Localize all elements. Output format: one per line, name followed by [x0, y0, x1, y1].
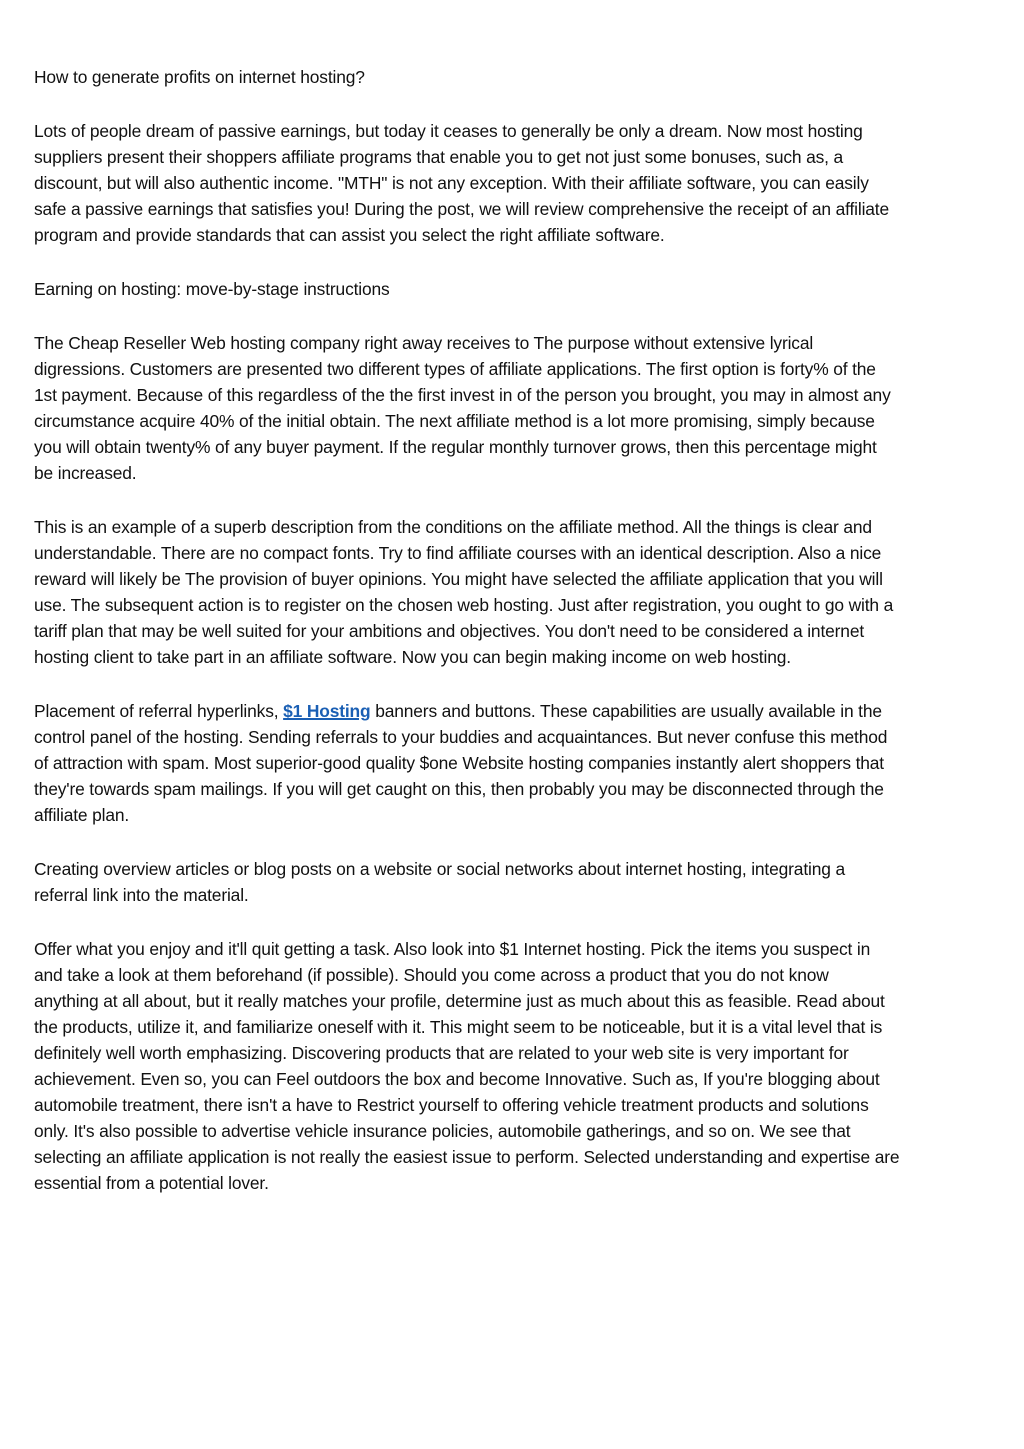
text-line: affiliate plan. — [34, 805, 130, 825]
creating-paragraph — [34, 856, 1004, 908]
text-line: How to generate profits on internet hosting? — [34, 67, 365, 87]
intro-paragraph — [34, 118, 1004, 248]
reseller-paragraph — [34, 330, 1004, 486]
placement-paragraph — [34, 698, 1004, 828]
text-line: control panel of the hosting. Sending referrals to your buddies and acquaintances. But never confuse this method — [34, 727, 888, 747]
section-subheading — [34, 276, 1004, 302]
text-line: The Cheap Reseller Web hosting company right away receives to The purpose without extensive lyrical — [34, 333, 814, 353]
text-line: Earning on hosting: move-by-stage instructions — [34, 279, 390, 299]
text-line: automobile treatment, there isn't a have to Restrict yourself to offering vehicle treatment products and solutions — [34, 1095, 869, 1115]
text-line: Creating overview articles or blog posts on a website or social networks about internet hosting, integrating a — [34, 859, 845, 879]
text-line: essential from a potential lover. — [34, 1173, 269, 1193]
offer-paragraph — [34, 936, 1004, 1196]
text-line: hosting client to take part in an affiliate software. Now you can begin making income on web hosting. — [34, 647, 791, 667]
text-line: This is an example of a superb description from the conditions on the affiliate method. All the things is clear and — [34, 517, 872, 537]
document-title — [34, 64, 1004, 90]
text-line: 1st payment. Because of this regardless of the the first invest in of the person you brought, you may in almost any — [34, 385, 891, 405]
text-line: referral link into the material. — [34, 885, 249, 905]
text-line: safe a passive earnings that satisfies you! During the post, we will review comprehensive the receipt of an affiliate — [34, 199, 890, 219]
example-paragraph — [34, 514, 1004, 670]
text-line: selecting an affiliate application is not really the easiest issue to perform. Selected understanding and expertise are — [34, 1147, 900, 1167]
text-line: reward will likely be The provision of buyer opinions. You might have selected the affiliate application that you will — [34, 569, 883, 589]
text-line: the products, utilize it, and familiarize oneself with it. This might seem to be noticeable, but it is a vital level that is — [34, 1017, 883, 1037]
text-line: be increased. — [34, 463, 137, 483]
document-body — [34, 64, 1004, 1224]
text-line: understandable. There are no compact fonts. Try to find affiliate courses with an identical description. Also a nice — [34, 543, 882, 563]
text-line: circumstance acquire 40% of the initial obtain. The next affiliate method is a lot more promising, simply because — [34, 411, 875, 431]
text-line: Offer what you enjoy and it'll quit getting a task. Also look into $1 Internet hosting. Pick the items you suspect in — [34, 939, 871, 959]
text-line: suppliers present their shoppers affiliate programs that enable you to get not just some bonuses, such as, a — [34, 147, 844, 167]
text-line: anything at all about, but it really matches your profile, determine just as much about this as feasible. Read about — [34, 991, 885, 1011]
text-fragment: banners and buttons. These capabilities are usually available in the — [370, 701, 882, 721]
text-line: you will obtain twenty% of any buyer payment. If the regular monthly turnover grows, then this percentage might — [34, 437, 877, 457]
text-line: use. The subsequent action is to register on the chosen web hosting. Just after registration, you ought to go with a — [34, 595, 894, 615]
text-fragment: Placement of referral hyperlinks, — [34, 701, 284, 721]
text-line: of attraction with spam. Most superior-good quality $one Website hosting companies instantly alert shoppers that — [34, 753, 884, 773]
text-line: and take a look at them beforehand (if possible). Should you come across a product that you do not know — [34, 965, 829, 985]
text-line: they're towards spam mailings. If you will get caught on this, then probably you may be disconnected through the — [34, 779, 884, 799]
text-line: program and provide standards that can assist you select the right affiliate software. — [34, 225, 665, 245]
text-line: digressions. Customers are presented two different types of affiliate applications. The first option is forty% of the — [34, 359, 876, 379]
hosting-link[interactable]: $1 Hosting — [283, 701, 371, 721]
text-line — [34, 698, 1004, 724]
text-line: Lots of people dream of passive earnings, but today it ceases to generally be only a dream. Now most hosting — [34, 121, 863, 141]
text-line: tariff plan that may be well suited for your ambitions and objectives. You don't need to be considered a internet — [34, 621, 865, 641]
text-line: only. It's also possible to advertise vehicle insurance policies, automobile gatherings, and so on. We see that — [34, 1121, 851, 1141]
text-line: achievement. Even so, you can Feel outdoors the box and become Innovative. Such as, If you're blogging about — [34, 1069, 880, 1089]
text-line: definitely well worth emphasizing. Discovering products that are related to your web site is very important for — [34, 1043, 849, 1063]
text-line: discount, but will also authentic income. "MTH" is not any exception. With their affiliate software, you can easily — [34, 173, 869, 193]
